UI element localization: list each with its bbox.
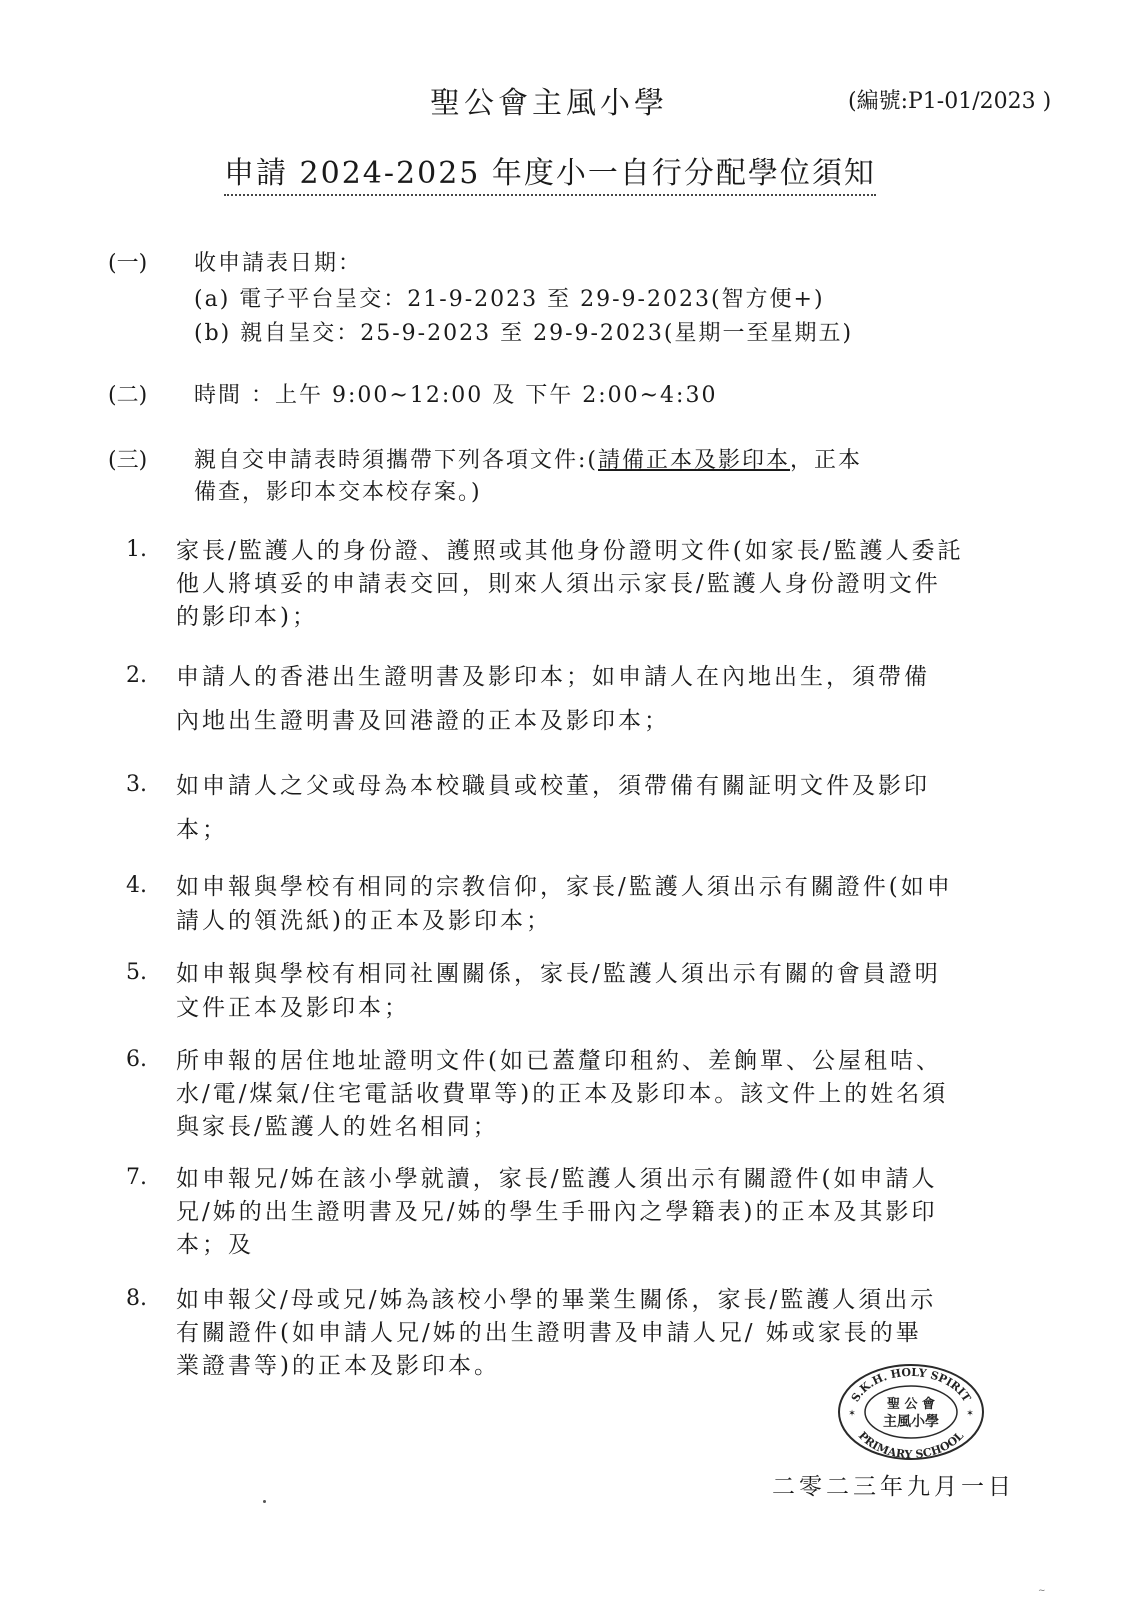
item-8-line-1: 如申報父/母或兄/姊為該校小學的畢業生關係，家長/監護人須出示	[176, 1287, 937, 1313]
item-6-number: 6.	[126, 1047, 147, 1072]
school-seal-stamp	[836, 1362, 986, 1462]
item-1-line-2: 他人將填妥的申請表交回，則來人須出示家長/監護人身份證明文件	[176, 571, 941, 597]
seal-outer-bottom-text: PRIMARY SCHOOL	[855, 1429, 967, 1462]
seal-star-right-icon: ✶	[966, 1409, 974, 1419]
item-8-line-3: 業證書等)的正本及影印本。	[176, 1353, 500, 1379]
section-1-item-a: (a) 電子平台呈交：21-9-2023 至 29-9-2023(智方便+)	[194, 287, 825, 312]
item-8-line-2: 有關證件(如申請人兄/姊的出生證明書及申請人兄/ 姊或家長的畢	[176, 1320, 922, 1346]
item-1-line-3: 的影印本)；	[176, 604, 318, 630]
item-3-line-2: 本；	[176, 817, 228, 843]
item-2-number: 2.	[126, 663, 147, 688]
item-5-line-2: 文件正本及影印本；	[176, 995, 410, 1021]
item-7-line-2: 兄/姊的出生證明書及兄/姊的學生手冊內之學籍表)的正本及其影印	[176, 1199, 938, 1225]
item-5-number: 5.	[126, 960, 147, 985]
item-3-line-1: 如申請人之父或母為本校職員或校董，須帶備有關証明文件及影印	[176, 773, 930, 799]
item-1-line-1: 家長/監護人的身份證、護照或其他身份證明文件(如家長/監護人委託	[176, 538, 964, 564]
section-1-item-b: (b) 親自呈交：25-9-2023 至 29-9-2023(星期一至星期五)	[194, 321, 854, 346]
section-3-line-1-end: ，正本	[790, 448, 863, 473]
item-7-line-3: 本；及	[176, 1232, 254, 1258]
seal-inner-line-2: 主風小學	[883, 1414, 939, 1430]
item-4-number: 4.	[126, 873, 147, 898]
item-6-line-1: 所申報的居住地址證明文件(如已蓋釐印租約、差餉單、公屋租咭、	[176, 1048, 942, 1074]
section-3-underlined-text: 請備正本及影印本	[598, 448, 791, 473]
section-1-heading: 收申請表日期：	[194, 251, 363, 276]
seal-inner-line-1: 聖 公 會	[886, 1397, 936, 1412]
item-2-line-2: 內地出生證明書及回港證的正本及影印本；	[176, 708, 670, 734]
section-3-line-1-start: 親自交申請表時須攜帶下列各項文件:(	[194, 448, 598, 473]
document-date: 二零二三年九月一日	[772, 1474, 1015, 1500]
item-4-line-2: 請人的領洗紙)的正本及影印本；	[176, 908, 552, 934]
seal-outer-top-text: S.K.H. HOLY SPIRIT	[848, 1365, 974, 1405]
section-2-number: (二)	[108, 383, 148, 408]
item-4-line-1: 如申報與學校有相同的宗教信仰，家長/監護人須出示有關證件(如申	[176, 874, 953, 900]
seal-star-left-icon: ✶	[848, 1409, 856, 1419]
school-name: 聖公會主風小學	[430, 86, 668, 121]
document-reference: (編號:P1-01/2023 )	[848, 89, 1052, 114]
document-title: 申請 2024-2025 年度小一自行分配學位須知	[224, 148, 876, 196]
item-6-line-3: 與家長/監護人的姓名相同；	[176, 1114, 499, 1140]
item-2-line-1: 申請人的香港出生證明書及影印本；如申請人在內地出生，須帶備	[176, 664, 930, 690]
item-8-number: 8.	[126, 1286, 147, 1311]
item-7-line-1: 如申報兄/姊在該小學就讀，家長/監護人須出示有關證件(如申請人	[176, 1166, 938, 1192]
section-1-number: (一)	[108, 251, 148, 276]
item-5-line-1: 如申報與學校有相同社團關係，家長/監護人須出示有關的會員證明	[176, 961, 941, 987]
item-3-number: 3.	[126, 772, 147, 797]
section-2-text: 時間 ：上午 9:00~12:00 及 下午 2:00~4:30	[194, 383, 718, 408]
section-3-line-1	[194, 443, 862, 474]
item-6-line-2: 水/電/煤氣/住宅電話收費單等)的正本及影印本。該文件上的姓名須	[176, 1081, 949, 1107]
item-7-number: 7.	[126, 1165, 147, 1190]
scan-corner-mark: ~	[1038, 1586, 1046, 1596]
item-1-number: 1.	[126, 537, 147, 562]
section-3-number: (三)	[108, 448, 148, 473]
scan-speck	[263, 1500, 266, 1503]
section-3-line-2: 備查，影印本交本校存案。)	[194, 480, 482, 505]
